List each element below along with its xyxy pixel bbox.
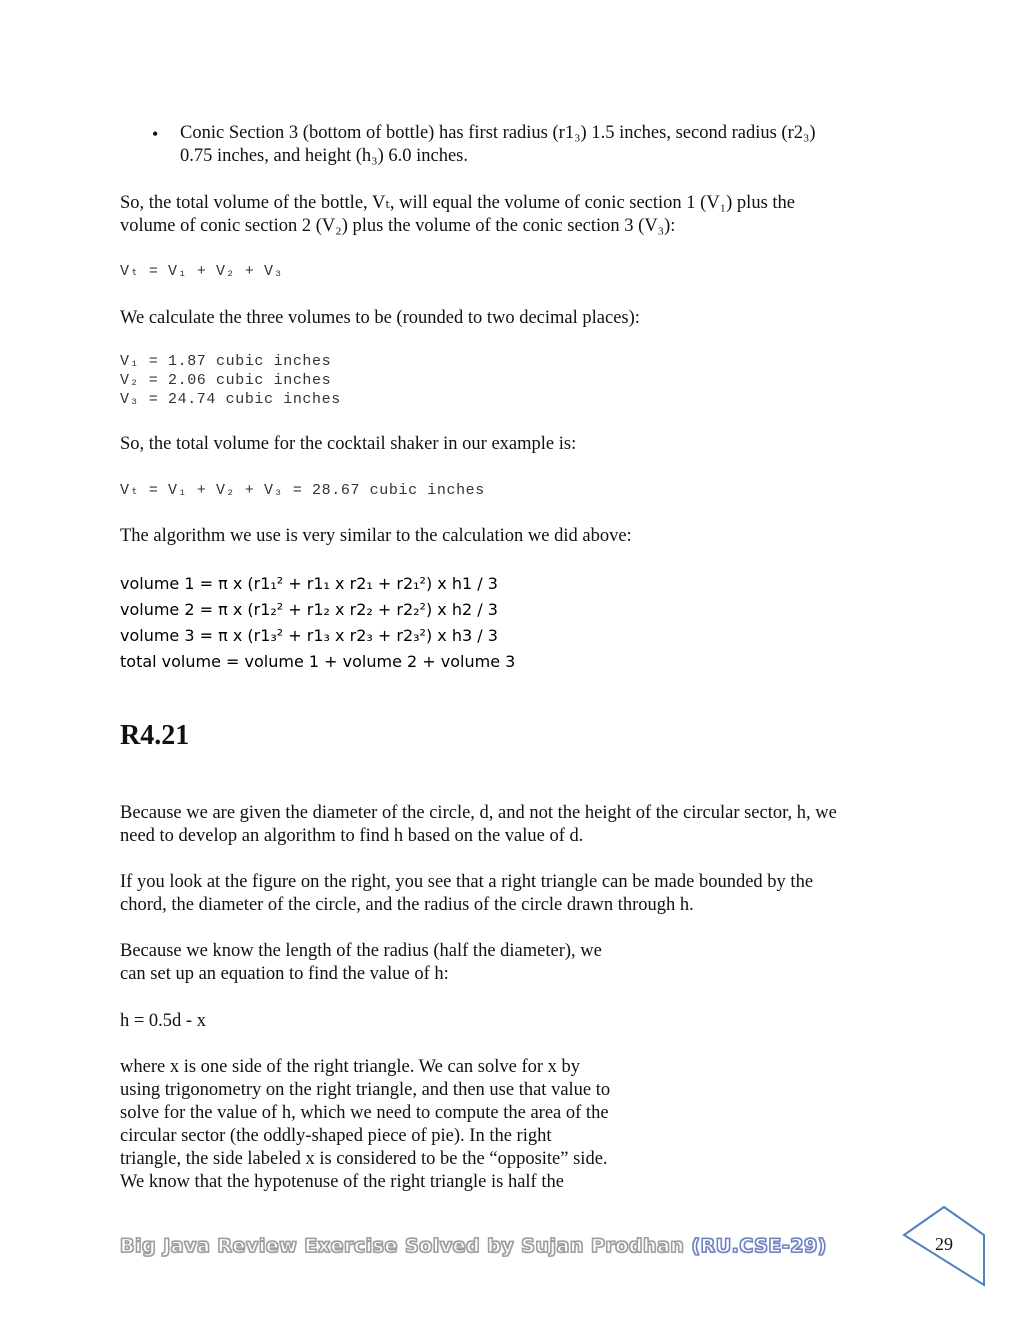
paragraph-line: If you look at the figure on the right, you see that a right triangle can be made bounded by the: [120, 872, 814, 892]
paragraph-line: can set up an equation to find the value of h:: [120, 964, 449, 984]
paragraph-calculate: We calculate the three volumes to be (rounded to two decimal places):: [120, 308, 640, 328]
paragraph-cocktail: So, the total volume for the cocktail shaker in our example is:: [120, 434, 577, 454]
paragraph-line: Because we are given the diameter of the circle, d, and not the height of the circular sector, h, we: [120, 803, 837, 823]
paragraph-line: where x is one side of the right triangle. We can solve for x by: [120, 1057, 581, 1077]
code-line: V₁ = 1.87 cubic inches: [120, 353, 332, 370]
code-sum: Vₜ = V₁ + V₂ + V₃: [120, 263, 284, 280]
paragraph-line: We know that the hypotenuse of the right triangle is half the: [120, 1172, 564, 1192]
algorithm-line: volume 1 = π x (r1₁² + r1₁ x r2₁ + r2₁²) x h1 / 3: [120, 574, 498, 593]
paragraph-algorithm: The algorithm we use is very similar to the calculation we did above:: [120, 526, 632, 546]
algorithm-line: total volume = volume 1 + volume 2 + volume 3: [120, 652, 516, 671]
footer-credit: [120, 1235, 827, 1257]
paragraph-line: So, the total volume of the bottle, Vₜ, will equal the volume of conic section 1 (V₁) plus the: [120, 193, 795, 213]
bullet-line-1: Conic Section 3 (bottom of bottle) has first radius (r1₃) 1.5 inches, second radius (r2₃): [180, 123, 816, 143]
paragraph-total-volume: [120, 192, 795, 238]
section-heading: R4.21: [120, 720, 190, 751]
paragraph-line: solve for the value of h, which we need to compute the area of the: [120, 1103, 609, 1123]
paragraph-radius: [120, 940, 602, 986]
paragraph-line: volume of conic section 2 (V₂) plus the volume of the conic section 3 (V₃):: [120, 216, 676, 236]
bullet-text: [180, 122, 816, 168]
paragraph-where: [120, 1056, 610, 1194]
equation-h: h = 0.5d - x: [120, 1011, 206, 1031]
paragraph-figure: [120, 871, 813, 917]
paragraph-line: need to develop an algorithm to find h based on the value of d.: [120, 826, 584, 846]
paragraph-line: using trigonometry on the right triangle, and then use that value to: [120, 1080, 611, 1100]
page-number: 29: [935, 1234, 953, 1254]
algorithm-line: volume 2 = π x (r1₂² + r1₂ x r2₂ + r2₂²) x h2 / 3: [120, 600, 498, 619]
code-line: V₃ = 24.74 cubic inches: [120, 391, 341, 408]
paragraph-line: circular sector (the oddly-shaped piece of pie). In the right: [120, 1126, 552, 1146]
footer-paren: (RU.CSE-29): [691, 1235, 827, 1257]
paragraph-line: triangle, the side labeled x is considered to be the “opposite” side.: [120, 1149, 608, 1169]
paragraph-line: Because we know the length of the radius (half the diameter), we: [120, 941, 602, 961]
paragraph-diameter: [120, 802, 837, 848]
code-volumes: [120, 352, 341, 409]
algorithm-line: volume 3 = π x (r1₃² + r1₃ x r2₃ + r2₃²) x h3 / 3: [120, 626, 498, 645]
algorithm-block: [120, 571, 515, 675]
bullet-icon: •: [152, 124, 159, 144]
footer-main: Big Java Review Exercise Solved by Sujan Prodhan: [120, 1235, 692, 1257]
paragraph-line: chord, the diameter of the circle, and the radius of the circle drawn through h.: [120, 895, 694, 915]
code-total: Vₜ = V₁ + V₂ + V₃ = 28.67 cubic inches: [120, 482, 485, 499]
code-line: V₂ = 2.06 cubic inches: [120, 372, 332, 389]
bullet-line-2: 0.75 inches, and height (h₃) 6.0 inches.: [180, 146, 468, 166]
